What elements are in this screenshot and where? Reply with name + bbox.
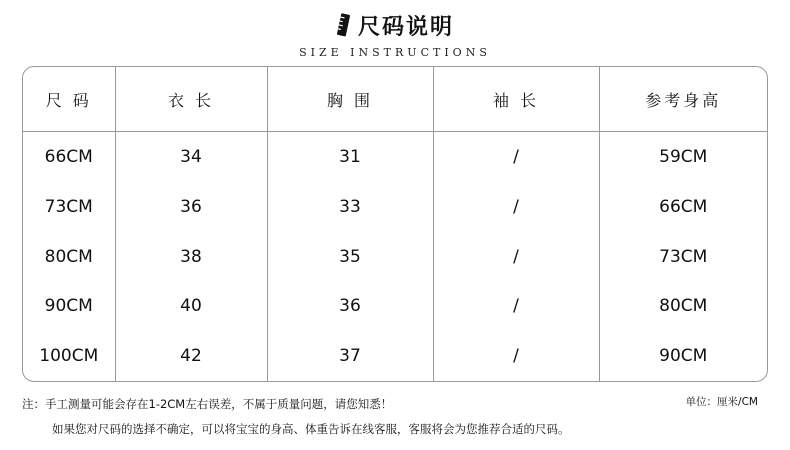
cell-chest: 37 <box>267 331 433 381</box>
cell-length: 38 <box>115 232 267 282</box>
ruler-icon <box>336 13 352 37</box>
cell-length: 40 <box>115 282 267 332</box>
cell-size: 73CM <box>23 182 115 232</box>
cell-height: 59CM <box>659 147 708 168</box>
cell-sleeve: / <box>433 182 599 232</box>
cell-length: 36 <box>115 182 267 232</box>
cell-height: 80CM <box>659 296 708 317</box>
column-header-size: 尺 码 <box>23 67 115 132</box>
unit-label: 单位：厘米/CM <box>685 396 758 408</box>
header <box>0 10 790 59</box>
cell-size: 80CM <box>23 232 115 282</box>
cell-length: 42 <box>115 331 267 381</box>
table-row <box>23 232 767 282</box>
cell-sleeve: / <box>433 132 599 183</box>
cell-chest: 35 <box>267 232 433 282</box>
size-advice-note: 如果您对尺码的选择不确定，可以将宝宝的身高、体重告诉在线客服，客服将会为您推荐合适的尺码。 <box>52 422 570 436</box>
cell-height: 90CM <box>659 346 708 367</box>
cell-chest: 33 <box>267 182 433 232</box>
cell-length: 34 <box>115 132 267 183</box>
table-header-row <box>23 67 767 132</box>
cell-height: 66CM <box>659 197 708 218</box>
size-table <box>23 67 767 381</box>
table-row <box>23 132 767 183</box>
cell-chest: 31 <box>267 132 433 183</box>
cell-size: 100CM <box>23 331 115 381</box>
cell-size: 66CM <box>23 132 115 183</box>
cell-sleeve: / <box>433 282 599 332</box>
measurement-note: 注：手工测量可能会存在1-2CM左右误差，不属于质量问题，请您知悉！ <box>22 397 393 411</box>
table-row <box>23 182 767 232</box>
size-table-container <box>22 66 768 382</box>
table-row <box>23 331 767 381</box>
cell-size: 90CM <box>23 282 115 332</box>
title-row <box>0 10 790 40</box>
cell-sleeve: / <box>433 331 599 381</box>
cell-chest: 36 <box>267 282 433 332</box>
column-header-sleeve: 袖 长 <box>433 67 599 132</box>
cell-height: 73CM <box>659 246 708 267</box>
column-header-chest: 胸 围 <box>267 67 433 132</box>
page-title: 尺码说明 <box>357 14 454 40</box>
page-subtitle: SIZE INSTRUCTIONS <box>299 46 491 59</box>
table-row <box>23 282 767 332</box>
cell-sleeve: / <box>433 232 599 282</box>
column-header-height: 参考身高 <box>599 67 767 132</box>
column-header-length: 衣 长 <box>115 67 267 132</box>
